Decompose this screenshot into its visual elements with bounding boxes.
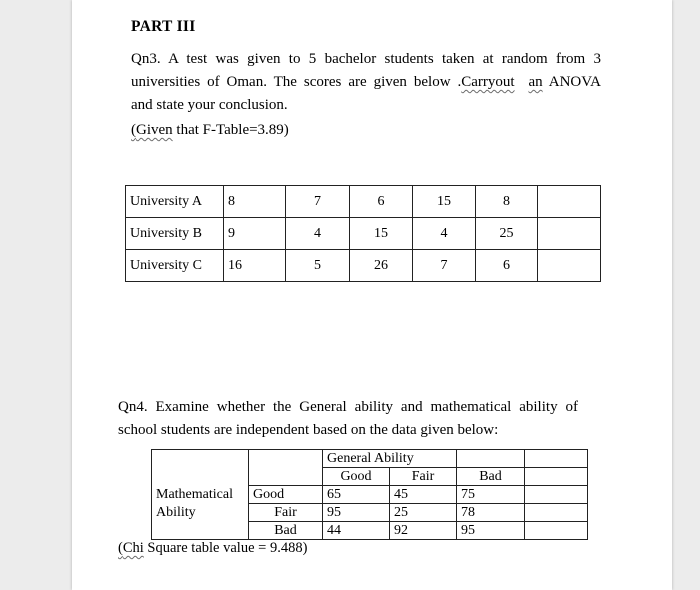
given-f-table-note: (Given that F-Table=3.89) [131, 122, 289, 138]
row-label: University B [126, 218, 224, 250]
table-row [152, 504, 588, 522]
table-cell: 26 [350, 250, 413, 282]
table-row [152, 450, 588, 468]
table-cell [538, 250, 601, 282]
table-cell: 9 [224, 218, 286, 250]
table-cell: 4 [286, 218, 350, 250]
row-label: Bad [249, 522, 323, 540]
row-label: Fair [249, 504, 323, 522]
question-3-text [131, 48, 601, 117]
table-cell [538, 218, 601, 250]
table-cell: 65 [323, 486, 390, 504]
table-cell: 44 [323, 522, 390, 540]
table-cell: 6 [476, 250, 538, 282]
table-cell: 5 [286, 250, 350, 282]
row-label: Good [249, 486, 323, 504]
table-cell: 15 [413, 186, 476, 218]
table-cell: 8 [224, 186, 286, 218]
column-header: Good [323, 468, 390, 486]
table-cell: 25 [476, 218, 538, 250]
table-cell: 78 [457, 504, 525, 522]
q3-line-2: universities of Oman. The scores are given below .Carryout an ANOVA [131, 74, 601, 90]
table-cell: 7 [286, 186, 350, 218]
q3-line-1: Qn3. A test was given to 5 bachelor students taken at random from 3 [131, 51, 601, 67]
contingency-table [151, 449, 588, 540]
spellcheck-an: an [528, 74, 543, 90]
table-cell: 15 [350, 218, 413, 250]
row-group-label: Mathematical [152, 486, 249, 504]
anova-scores-table [125, 185, 601, 282]
table-row [152, 468, 588, 486]
given-open-paren: ( [131, 122, 136, 138]
q4-line-1: Qn4. Examine whether the General ability and mathematical ability of [118, 399, 578, 415]
table-row [126, 186, 601, 218]
table-row [126, 250, 601, 282]
table-cell: 92 [390, 522, 457, 540]
table-row [152, 486, 588, 504]
column-header: Fair [390, 468, 457, 486]
table-row [152, 522, 588, 540]
table-cell: 16 [224, 250, 286, 282]
table-cell: 6 [350, 186, 413, 218]
chi-square-note: (Chi Square table value = 9.488) [118, 540, 308, 556]
table-cell: 7 [413, 250, 476, 282]
table-cell: 95 [323, 504, 390, 522]
part-heading: PART III [131, 18, 196, 35]
q4-line-2: school students are independent based on the data given below: [118, 422, 499, 438]
table-cell: 25 [390, 504, 457, 522]
row-label: University A [126, 186, 224, 218]
row-label: University C [126, 250, 224, 282]
table-cell: 4 [413, 218, 476, 250]
table-cell [538, 186, 601, 218]
table-cell: 95 [457, 522, 525, 540]
q3-line-3: and state your conclusion. [131, 97, 288, 113]
document-page [72, 0, 672, 590]
spellcheck-carryout: Carryout [461, 74, 515, 90]
question-4-text [118, 396, 578, 442]
table-cell: 45 [390, 486, 457, 504]
table-cell: 75 [457, 486, 525, 504]
table-row [126, 218, 601, 250]
table-cell: 8 [476, 186, 538, 218]
spellcheck-chi: Chi [122, 540, 144, 556]
column-header: Bad [457, 468, 525, 486]
general-ability-header: General Ability [323, 450, 457, 468]
spellcheck-given: Given [136, 122, 173, 138]
row-group-label: Ability [152, 504, 249, 522]
